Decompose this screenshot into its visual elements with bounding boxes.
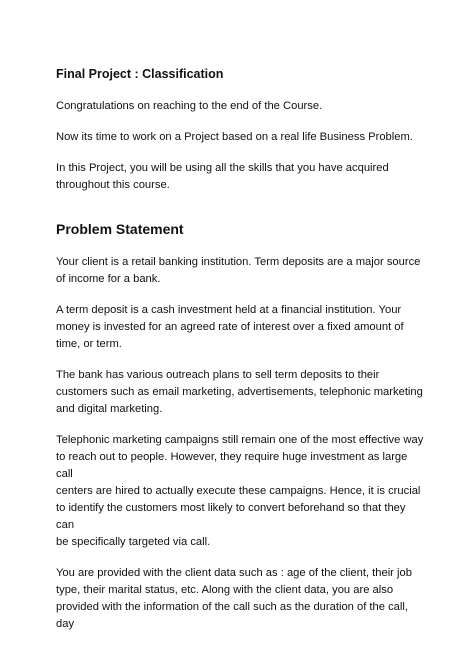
problem-paragraph-3: The bank has various outreach plans to sell term deposits to their customers such as email marketing, advertisements, telephonic marketing and digital marketing. xyxy=(56,369,423,415)
problem-paragraph-5: You are provided with the client data such as : age of the client, their job type, their marital status, etc. Along with the client data, you are also provided with the information of the call such as the duration of the call, day xyxy=(56,567,412,630)
problem-paragraph-2: A term deposit is a cash investment held at a financial institution. Your money is invested for an agreed rate of interest over a fixed amount of time, or term. xyxy=(56,304,404,350)
intro-paragraph-3: In this Project, you will be using all the skills that you have acquired throughout this course. xyxy=(56,162,389,191)
problem-paragraph-4: Telephonic marketing campaigns still remain one of the most effective way to reach out to people. However, they require huge investment as large call centers are hired to actually execute these campaigns. Hence, it is crucial to identify the customers most likely to convert beforehand so that they can be specifically targeted via call. xyxy=(56,434,424,548)
intro-paragraph-2: Now its time to work on a Project based on a real life Business Problem. xyxy=(56,131,413,143)
problem-paragraph-1: Your client is a retail banking institution. Term deposits are a major source of income for a bank. xyxy=(56,256,421,285)
section-heading: Problem Statement xyxy=(56,221,184,237)
document-page xyxy=(56,66,426,647)
intro-paragraph-1: Congratulations on reaching to the end of the Course. xyxy=(56,100,323,112)
document-title: Final Project : Classification xyxy=(56,67,224,81)
